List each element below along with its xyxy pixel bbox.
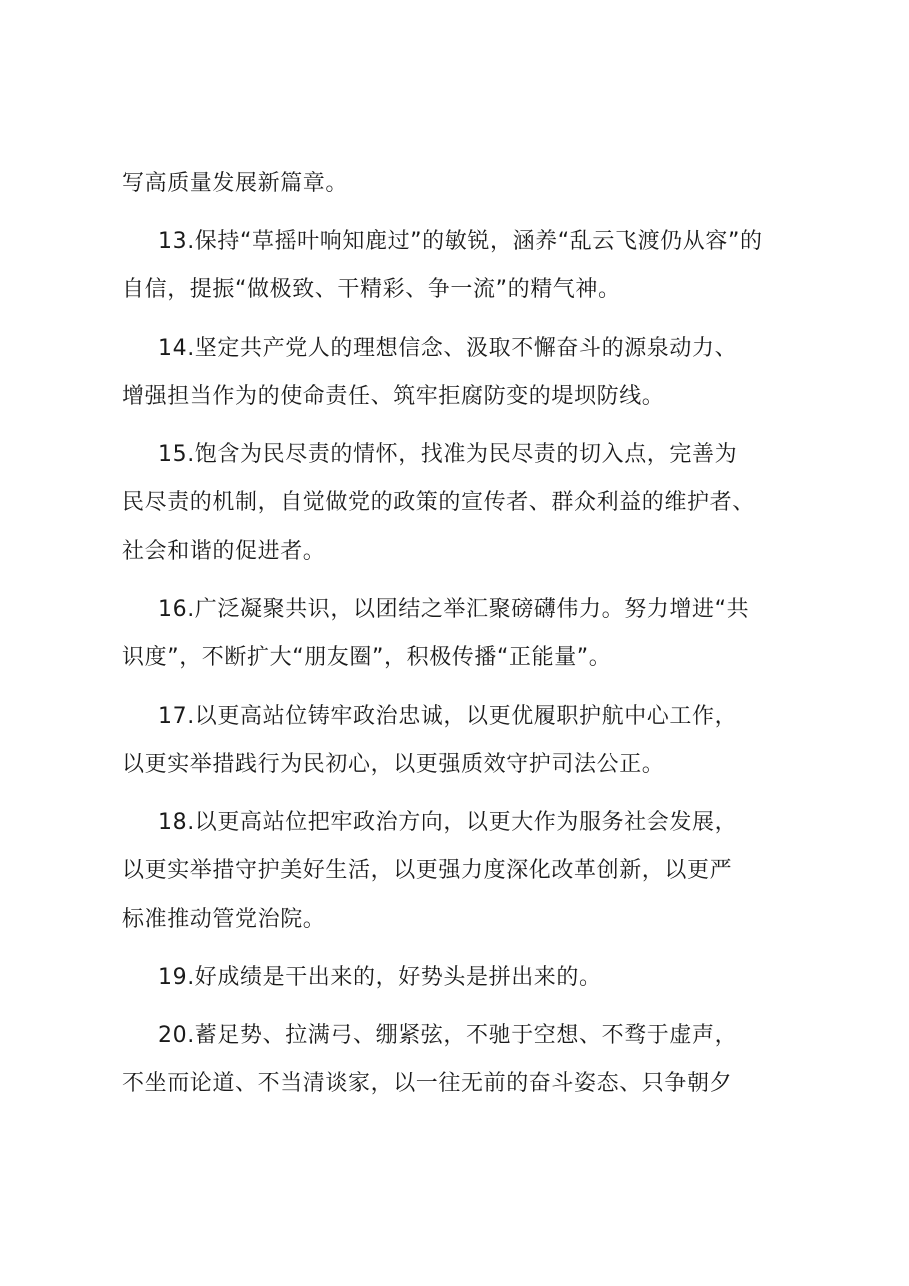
paragraph-19-line-1: 19.好成绩是干出来的，好势头是拼出来的。 <box>158 965 602 990</box>
paragraph-12-line-1: 写高质量发展新篇章。 <box>122 171 349 196</box>
paragraph-17-line-1: 17.以更高站位铸牢政治忠诚，以更优履职护航中心工作， <box>158 704 738 729</box>
paragraph-16-line-1: 16.广泛凝聚共识，以团结之举汇聚磅礴伟力。努力增进“共 <box>158 597 750 622</box>
paragraph-13-line-2: 自信，提振“做极致、干精彩、争一流”的精气神。 <box>122 277 621 302</box>
paragraph-13-line-1: 13.保持“草摇叶响知鹿过”的敏锐，涵养“乱云飞渡仍从容”的 <box>158 229 763 254</box>
paragraph-15-line-3: 社会和谐的促进者。 <box>122 539 326 564</box>
paragraph-15-line-1: 15.饱含为民尽责的情怀，找准为民尽责的切入点，完善为 <box>158 442 738 467</box>
paragraph-20-line-1: 20.蓄足势、拉满弓、绷紧弦，不驰于空想、不骛于虚声， <box>158 1023 738 1048</box>
paragraph-16-line-2: 识度”，不断扩大“朋友圈”，积极传播“正能量”。 <box>122 645 612 670</box>
paragraph-17-line-2: 以更实举措践行为民初心，以更强质效守护司法公正。 <box>122 752 665 777</box>
paragraph-18-line-1: 18.以更高站位把牢政治方向，以更大作为服务社会发展， <box>158 810 738 835</box>
paragraph-20-line-2: 不坐而论道、不当清谈家，以一往无前的奋斗姿态、只争朝夕 <box>122 1071 733 1096</box>
paragraph-18-line-3: 标准推动管党治院。 <box>122 907 326 932</box>
paragraph-18-line-2: 以更实举措守护美好生活，以更强力度深化改革创新，以更严 <box>122 858 733 883</box>
paragraph-14-line-2: 增强担当作为的使命责任、筑牢拒腐防变的堤坝防线。 <box>122 384 665 409</box>
paragraph-14-line-1: 14.坚定共产党人的理想信念、汲取不懈奋斗的源泉动力、 <box>158 336 738 361</box>
paragraph-15-line-2: 民尽责的机制，自觉做党的政策的宣传者、群众利益的维护者、 <box>122 490 755 515</box>
